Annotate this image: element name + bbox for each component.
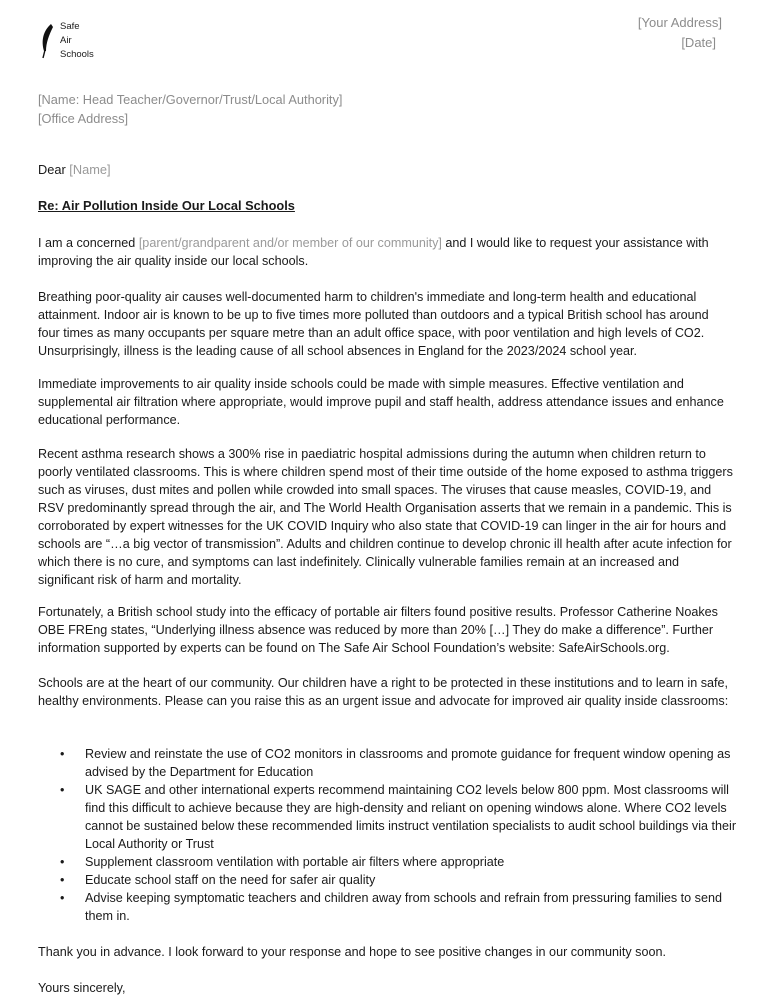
salutation-prefix: Dear: [38, 162, 70, 177]
list-item-text: Supplement classroom ventilation with portable air filters where appropriate: [85, 855, 505, 869]
request-list: [38, 745, 738, 925]
safe-air-schools-logo: [40, 20, 110, 66]
recipient-address: [Office Address]: [38, 111, 129, 126]
paragraph-air-filter-study: Fortunately, a British school study into the efficacy of portable air filters found positive results. Professor Catherine Noakes OBE FREng states, “Underlying illness absence was reduced by more than 20% […] They do make a difference”. Further information supported by experts can be found on The Safe Air School Foundation’s website: SafeAirSchools.org.: [38, 605, 718, 655]
letter-date: [Date]: [681, 35, 716, 50]
recipient-block: [38, 90, 342, 128]
list-item: [38, 889, 738, 925]
list-item: [38, 745, 738, 781]
list-item-text: Advise keeping symptomatic teachers and children away from schools and refrain from pressuring families to send them in.: [85, 891, 722, 923]
list-item: [38, 871, 738, 889]
subject-line: Re: Air Pollution Inside Our Local Schools: [38, 198, 295, 213]
bullet-icon: •: [60, 747, 65, 761]
list-item-text: Review and reinstate the use of CO2 monitors in classrooms and promote guidance for frequent window opening as advised by the Department for Education: [85, 747, 731, 779]
salutation-name: [Name]: [69, 162, 111, 177]
paragraph-asthma-research: Recent asthma research shows a 300% rise in paediatric hospital admissions during the autumn when children return to poorly ventilated classrooms. This is where children spend most of their time outside of the home exposed to asthma triggers such as viruses, dust mites and pollen while crowded into small spaces. The viruses that cause measles, COVID-19, and RSV predominantly spread through the air, and The World Health Organisation asserts that we remain in a pandemic. This is corroborated by expert witnesses for the UK COVID Inquiry who also state that COVID-19 can linger in the air for hours and schools are “…a big vector of transmission”. Adults and children continue to develop chronic ill health after acute infection for which there is no cure, and symptoms can last indefinitely. Clinically vulnerable families remain at an increased and significant risk of harm and mortality.: [38, 447, 733, 587]
list-item-text: Educate school staff on the need for safer air quality: [85, 873, 376, 887]
feather-icon: [40, 23, 56, 59]
paragraph-health-harm: Breathing poor-quality air causes well-documented harm to children's immediate and long-term health and educational attainment. Indoor air is known to be up to five times more polluted than outdoors and a typical British school has around four times as many occupants per square metre than an adult office space, with poor ventilation and high levels of CO2. Unsurprisingly, illness is the leading cause of all school absences in England for the 2023/2024 school year.: [38, 290, 709, 358]
recipient-name: [Name: Head Teacher/Governor/Trust/Local Authority]: [38, 92, 343, 107]
logo-line-safe: Safe: [60, 21, 80, 32]
list-item: [38, 781, 738, 853]
paragraph-request: Schools are at the heart of our community. Our children have a right to be protected in these institutions and to learn in safe, healthy environments. Please can you raise this as an urgent issue and advocate for improved air quality inside classrooms:: [38, 676, 729, 708]
bullet-icon: •: [60, 855, 65, 869]
logo-line-air: Air: [60, 35, 72, 46]
intro-text-start: I am a concerned: [38, 236, 139, 250]
salutation: [38, 161, 111, 179]
list-item-text: UK SAGE and other international experts recommend maintaining CO2 levels below 800 ppm. Most classrooms will find this difficult to achieve because they are high-density and reliant on opening windows alone. Where CO2 levels cannot be sustained below these recommended limits instruct ventilation specialists to audit school buildings via their Local Authority or Trust: [85, 783, 737, 851]
bullet-icon: •: [60, 783, 65, 797]
list-item: [38, 853, 738, 871]
logo-line-schools: Schools: [60, 49, 94, 60]
paragraph-thanks: Thank you in advance. I look forward to your response and hope to see positive changes in our community soon.: [38, 945, 666, 959]
sign-off: Yours sincerely,: [38, 981, 126, 995]
logo-text: [60, 20, 94, 62]
bullet-icon: •: [60, 891, 65, 905]
bullet-icon: •: [60, 873, 65, 887]
paragraph-improvements: Immediate improvements to air quality inside schools could be made with simple measures. Effective ventilation and supplemental air filtration where appropriate, would improve pupil and staff health, address attendance issues and enhance educational performance.: [38, 377, 724, 427]
sender-block: [638, 13, 722, 53]
sender-role-placeholder: [parent/grandparent and/or member of our community]: [138, 236, 442, 250]
intro-text-end: and I would like to request your assistance with improving the air quality inside our local schools.: [38, 236, 709, 268]
paragraph-intro: [38, 234, 733, 270]
sender-address: [Your Address]: [637, 15, 722, 30]
